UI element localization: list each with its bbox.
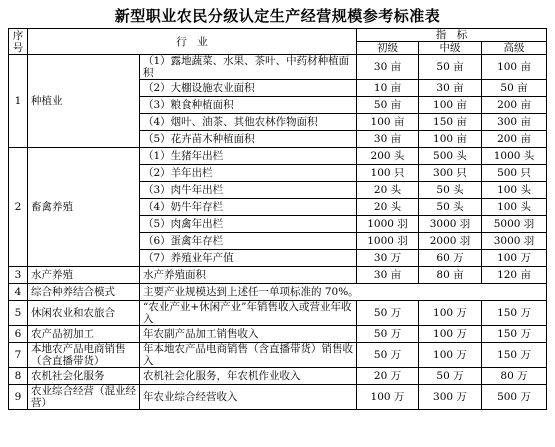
row-category: 农业综合经营（混业经营） bbox=[28, 385, 140, 410]
value-junior: 20 万 bbox=[357, 368, 419, 385]
row-category: 农机社会化服务 bbox=[28, 368, 140, 385]
value-middle: 100 亩 bbox=[419, 131, 482, 148]
row-category: 水产养殖 bbox=[28, 267, 140, 284]
header-level-junior: 初级 bbox=[357, 42, 419, 55]
row-item: （4）奶牛年存栏 bbox=[140, 199, 357, 216]
table-row bbox=[9, 385, 547, 410]
header-indicator: 指 标 bbox=[357, 29, 547, 42]
value-junior: 50 万 bbox=[357, 301, 419, 326]
value-senior: 50 亩 bbox=[482, 80, 547, 97]
header-level-middle: 中级 bbox=[419, 42, 482, 55]
header-seq: 序号 bbox=[9, 29, 28, 55]
value-junior: 20 头 bbox=[357, 199, 419, 216]
value-senior: 300 亩 bbox=[482, 114, 547, 131]
value-middle: 50 头 bbox=[419, 199, 482, 216]
value-junior: 200 头 bbox=[357, 148, 419, 165]
row-item: （5）肉禽年出栏 bbox=[140, 216, 357, 233]
value-junior: 30 亩 bbox=[357, 267, 419, 284]
value-junior: 50 万 bbox=[357, 326, 419, 343]
value-senior: 120 亩 bbox=[482, 267, 547, 284]
row-item: （5）花卉苗木种植面积 bbox=[140, 131, 357, 148]
value-middle: 300 万 bbox=[419, 385, 482, 410]
row-item: 年本地农产品电商销售（含直播带货）销售收入 bbox=[140, 343, 357, 368]
table-row bbox=[9, 368, 547, 385]
row-seq: 8 bbox=[9, 368, 28, 385]
value-middle: 50 头 bbox=[419, 182, 482, 199]
row-category: 种植业 bbox=[28, 55, 140, 148]
value-middle: 80 亩 bbox=[419, 267, 482, 284]
row-category: 综合种养结合模式 bbox=[28, 284, 140, 301]
row-combined-text: 主要产业规模达到上述任一单项标准的 70%。 bbox=[140, 284, 547, 301]
row-item: 水产养殖面积 bbox=[140, 267, 357, 284]
row-item: 农机社会化服务，年农机作业收入 bbox=[140, 368, 357, 385]
row-item: （1）露地蔬菜、水果、茶叶、中药材种植面积 bbox=[140, 55, 357, 80]
row-item: （1）生猪年出栏 bbox=[140, 148, 357, 165]
row-item: （2）羊年出栏 bbox=[140, 165, 357, 182]
row-item: （3）肉牛年出栏 bbox=[140, 182, 357, 199]
row-seq: 3 bbox=[9, 267, 28, 284]
table-row bbox=[9, 267, 547, 284]
value-senior: 3000 羽 bbox=[482, 233, 547, 250]
value-senior: 500 万 bbox=[482, 385, 547, 410]
value-junior: 50 亩 bbox=[357, 97, 419, 114]
row-seq: 1 bbox=[9, 55, 28, 148]
row-item: 年农业综合经营收入 bbox=[140, 385, 357, 410]
value-junior: 30 万 bbox=[357, 250, 419, 267]
value-senior: 5000 羽 bbox=[482, 216, 547, 233]
row-item: （4）烟叶、油茶、其他农林作物面积 bbox=[140, 114, 357, 131]
value-middle: 300 只 bbox=[419, 165, 482, 182]
row-item: （7）养殖业年产值 bbox=[140, 250, 357, 267]
row-category: 畜禽养殖 bbox=[28, 148, 140, 267]
row-seq: 4 bbox=[9, 284, 28, 301]
row-item: （6）蛋禽年存栏 bbox=[140, 233, 357, 250]
value-senior: 80 万 bbox=[482, 368, 547, 385]
table-row bbox=[9, 55, 547, 80]
value-senior: 500 只 bbox=[482, 165, 547, 182]
row-seq: 6 bbox=[9, 326, 28, 343]
value-middle: 3000 羽 bbox=[419, 216, 482, 233]
row-seq: 2 bbox=[9, 148, 28, 267]
value-middle: 100 万 bbox=[419, 343, 482, 368]
value-junior: 30 亩 bbox=[357, 131, 419, 148]
row-seq: 9 bbox=[9, 385, 28, 410]
value-middle: 30 亩 bbox=[419, 80, 482, 97]
value-senior: 100 头 bbox=[482, 182, 547, 199]
value-middle: 50 亩 bbox=[419, 55, 482, 80]
table-row bbox=[9, 326, 547, 343]
value-middle: 60 万 bbox=[419, 250, 482, 267]
value-junior: 100 亩 bbox=[357, 114, 419, 131]
row-seq: 5 bbox=[9, 301, 28, 326]
value-middle: 100 亩 bbox=[419, 97, 482, 114]
standards-table bbox=[8, 28, 547, 410]
value-middle: 100 万 bbox=[419, 301, 482, 326]
value-middle: 100 万 bbox=[419, 326, 482, 343]
value-senior: 100 头 bbox=[482, 199, 547, 216]
value-senior: 100 亩 bbox=[482, 55, 547, 80]
value-junior: 1000 羽 bbox=[357, 233, 419, 250]
table-row bbox=[9, 148, 547, 165]
value-senior: 200 亩 bbox=[482, 131, 547, 148]
header-level-senior: 高级 bbox=[482, 42, 547, 55]
row-seq: 7 bbox=[9, 343, 28, 368]
value-senior: 150 万 bbox=[482, 343, 547, 368]
row-item: （2）大棚设施农业面积 bbox=[140, 80, 357, 97]
row-item: “农业产业+休闲产业”年销售收入或营业年收入 bbox=[140, 301, 357, 326]
row-item: （3）粮食种植面积 bbox=[140, 97, 357, 114]
value-junior: 20 头 bbox=[357, 182, 419, 199]
row-item: 年农副产品加工销售收入 bbox=[140, 326, 357, 343]
value-junior: 30 亩 bbox=[357, 55, 419, 80]
value-junior: 100 只 bbox=[357, 165, 419, 182]
value-senior: 200 亩 bbox=[482, 97, 547, 114]
value-senior: 150 万 bbox=[482, 326, 547, 343]
value-junior: 1000 羽 bbox=[357, 216, 419, 233]
value-middle: 2000 羽 bbox=[419, 233, 482, 250]
table-row bbox=[9, 284, 547, 301]
row-category: 农产品初加工 bbox=[28, 326, 140, 343]
value-senior: 1000 头 bbox=[482, 148, 547, 165]
value-junior: 10 亩 bbox=[357, 80, 419, 97]
value-junior: 50 万 bbox=[357, 343, 419, 368]
row-category: 本地农产品电商销售（含直播带货） bbox=[28, 343, 140, 368]
value-middle: 150 亩 bbox=[419, 114, 482, 131]
table-row bbox=[9, 301, 547, 326]
table-row bbox=[9, 343, 547, 368]
value-junior: 100 万 bbox=[357, 385, 419, 410]
header-industry: 行 业 bbox=[28, 29, 357, 55]
row-category: 休闲农业和农旅合 bbox=[28, 301, 140, 326]
table-title: 新型职业农民分级认定生产经营规模参考标准表 bbox=[114, 7, 441, 25]
value-middle: 50 万 bbox=[419, 368, 482, 385]
value-senior: 100 万 bbox=[482, 250, 547, 267]
value-middle: 500 头 bbox=[419, 148, 482, 165]
value-senior: 150 万 bbox=[482, 301, 547, 326]
